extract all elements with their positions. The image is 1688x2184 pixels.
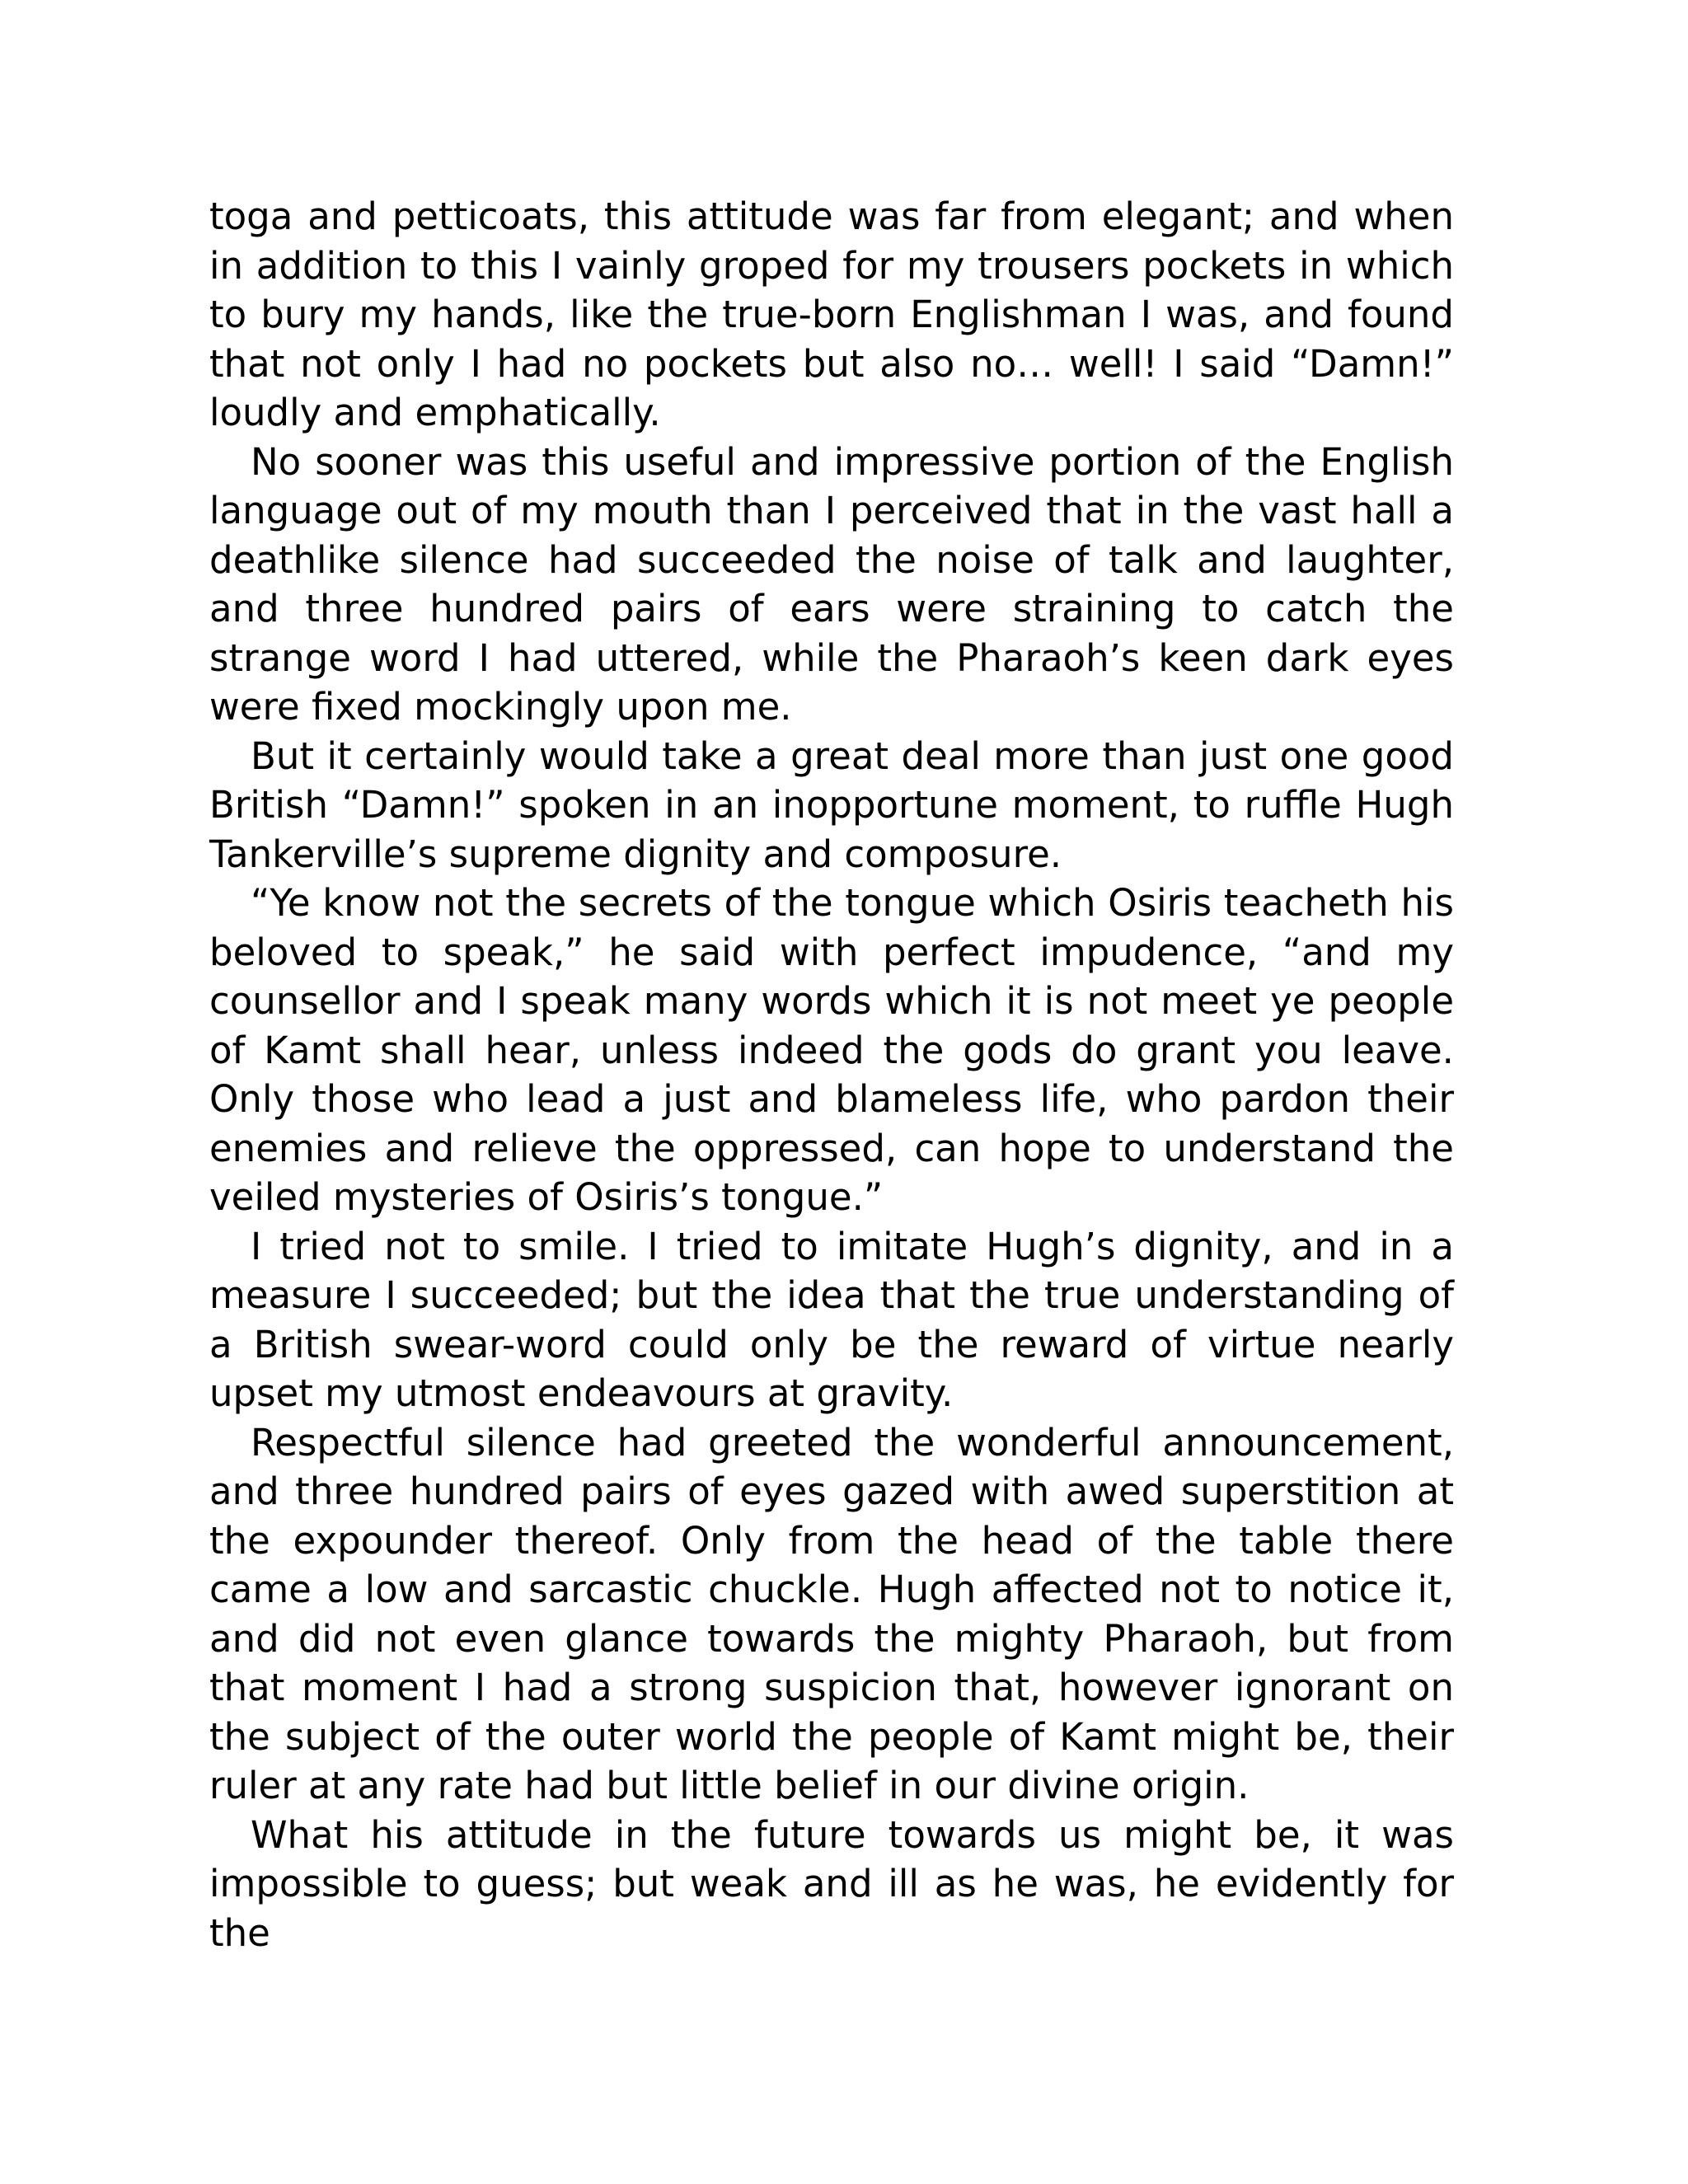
paragraph: “Ye know not the secrets of the tongue which Osiris teacheth his beloved to speak,” he said with perfect impudence, “and my counsellor and I speak many words which it is not meet ye people of Kamt shall hear, unless indeed the gods do grant you leave. Only those who lead a just and blameless life, who pardon their enemies and relieve the oppressed, can hope to understand the veiled mysteries of Osiris’s tongue.” xyxy=(209,881,1454,1219)
paragraph: No sooner was this useful and impressive portion of the English language out of my mouth than I perceived that in the vast hall a deathlike silence had succeeded the noise of talk and laughter, and three hundred pairs of ears were straining to catch the strange word I had uttered, while the Pharaoh’s keen dark eyes were fixed mockingly upon me. xyxy=(209,439,1454,729)
paragraph: I tried not to smile. I tried to imitate Hugh’s dignity, and in a measure I succeeded; but the idea that the true understanding of a British swear-word could only be the reward of virtue nearly upset my utmost endeavours at gravity. xyxy=(209,1224,1454,1415)
paragraph-continued: toga and petticoats, this attitude was far from elegant; and when in addition to this I vainly groped for my trousers pockets in which to bury my hands, like the true-born Englishman I was, and found that not only I had no pockets but also no… well! I said “Damn!” loudly and emphatically. xyxy=(209,194,1454,434)
paragraph: What his attitude in the future towards us might be, it was impossible to guess; but weak and ill as he was, he evidently for the xyxy=(209,1812,1454,1955)
paragraph: Respectful silence had greeted the wonderful announcement, and three hundred pairs of eyes gazed with awed superstition at the expounder thereof. Only from the head of the table there came a low and sarcastic chuckle. Hugh affected not to notice it, and did not even glance towards the mighty Pharaoh, but from that moment I had a strong suspicion that, however ignorant on the subject of the outer world the people of Kamt might be, their ruler at any rate had but little belief in our divine origin. xyxy=(209,1420,1454,1807)
paragraph: But it certainly would take a great deal more than just one good British “Damn!” spoken in an inopportune moment, to ruffle Hugh Tankerville’s supreme dignity and composure. xyxy=(209,733,1454,876)
body-text xyxy=(209,192,1454,1957)
